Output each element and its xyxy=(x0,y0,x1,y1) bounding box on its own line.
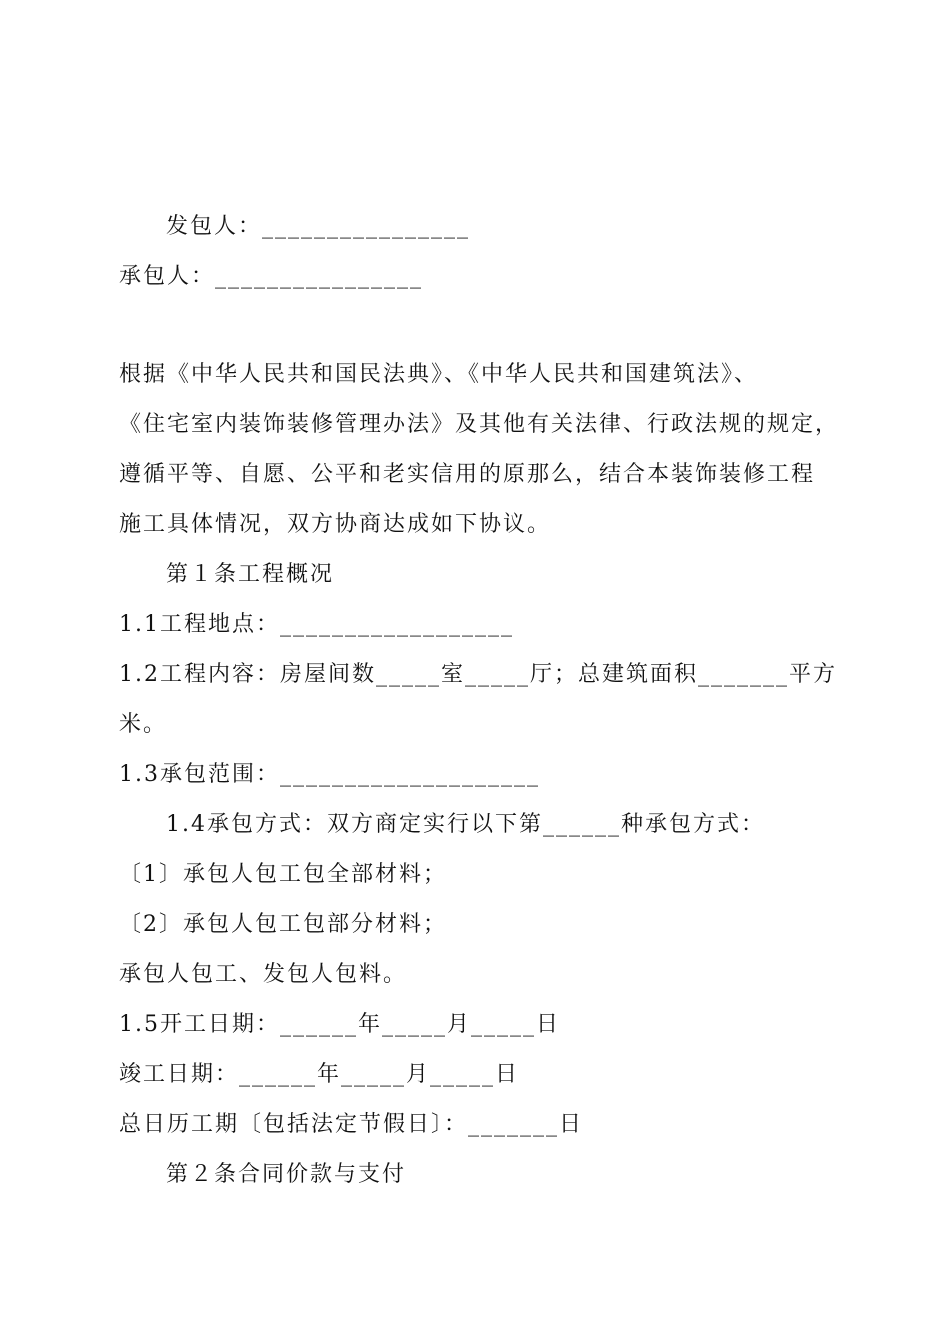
clause-1-5-start-date: 1.5开工日期：______年_____月_____日 xyxy=(119,1012,560,1037)
clause-1-4: 1.4承包方式：双方商定实行以下第______种承包方式： xyxy=(166,812,765,837)
option-3: 承包人包工、发包人包料。 xyxy=(119,962,408,987)
clause-1-3: 1.3承包范围：____________________ xyxy=(119,762,540,787)
preamble-line-1: 根据《中华人民共和国民法典》、《中华人民共和国建筑法》、 xyxy=(119,362,759,387)
clause-1-1: 1.1工程地点：__________________ xyxy=(119,612,514,637)
contractor-line: 承包人：________________ xyxy=(119,264,424,289)
clause-1-2: 1.2工程内容：房屋间数_____室_____厅；总建筑面积_______平方 xyxy=(119,662,837,687)
option-2: 〔2〕承包人包工包部分材料； xyxy=(119,912,447,937)
preamble-line-3: 遵循平等、自愿、公平和老实信用的原那么，结合本装饰装修工程 xyxy=(119,462,816,487)
preamble-line-4: 施工具体情况，双方协商达成如下协议。 xyxy=(119,512,552,537)
clause-1-2-continued: 米。 xyxy=(119,712,168,737)
preamble-line-2: 《住宅室内装饰装修管理办法》及其他有关法律、行政法规的规定， xyxy=(119,412,840,437)
option-1: 〔1〕承包人包工包全部材料； xyxy=(119,862,447,887)
total-duration: 总日历工期〔包括法定节假日〕：_______日 xyxy=(119,1112,584,1137)
article-1-heading: 第１条工程概况 xyxy=(166,562,335,587)
employer-line: 发包人：________________ xyxy=(166,214,471,239)
completion-date: 竣工日期：______年_____月_____日 xyxy=(119,1062,520,1087)
article-2-heading: 第２条合同价款与支付 xyxy=(166,1162,407,1187)
